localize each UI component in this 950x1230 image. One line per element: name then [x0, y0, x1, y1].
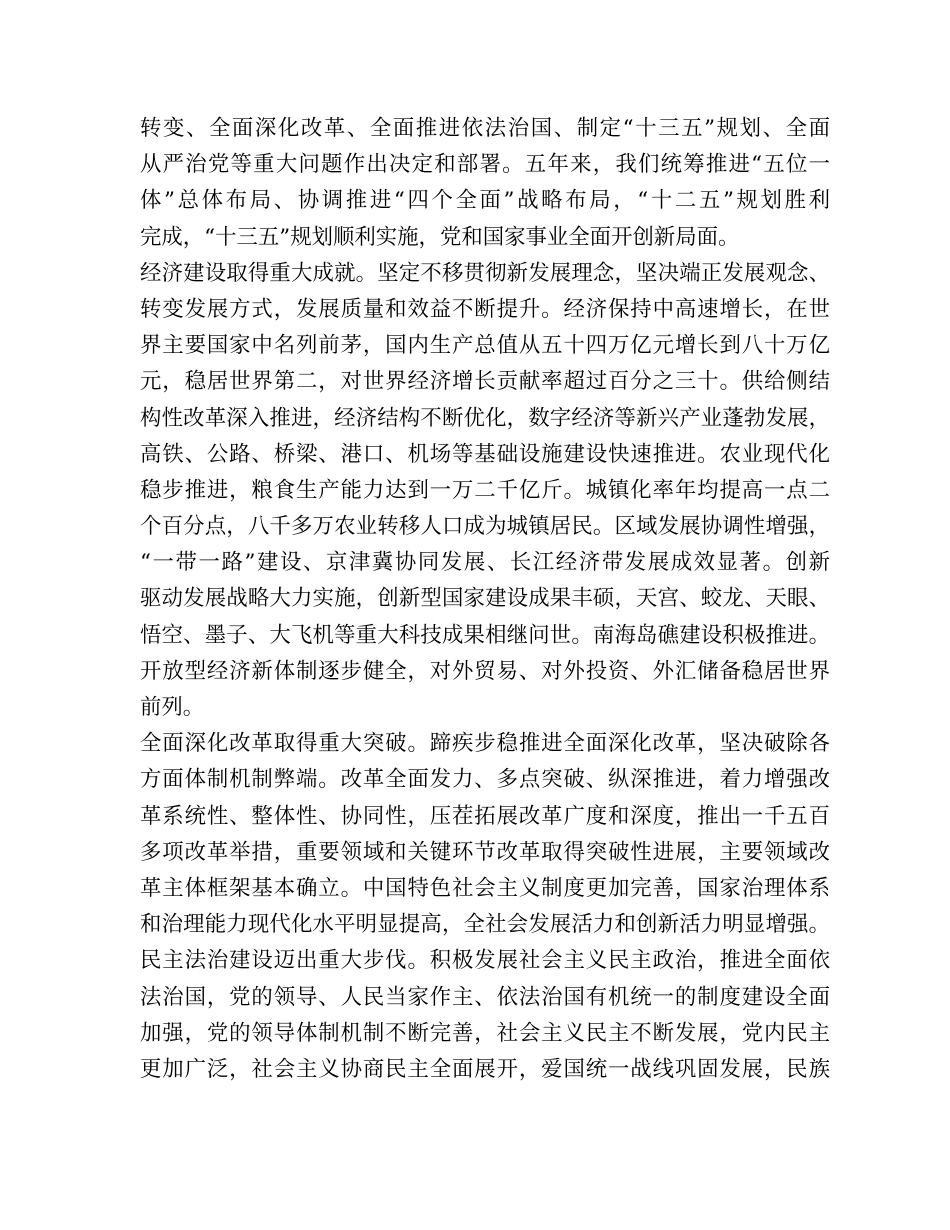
text-line: 方面体制机制弊端。改革全面发力、多点突破、纵深推进，着力增强改: [140, 767, 830, 793]
text-line: 完成，“十三五”规划顺利实施，党和国家事业全面开创新局面。: [140, 224, 740, 250]
text-line: 法治国，党的领导、人民当家作主、依法治国有机统一的制度建设全面: [140, 984, 830, 1010]
text-line: 转变、全面深化改革、全面推进依法治国、制定“十三五”规划、全面: [140, 116, 830, 141]
text-line: 高铁、公路、桥梁、港口、机场等基础设施建设快速推进。农业现代化: [140, 441, 830, 467]
text-line: 稳步推进，粮食生产能力达到一万二千亿斤。城镇化率年均提高一点二: [140, 477, 830, 503]
text-line: 转变发展方式，发展质量和效益不断提升。经济保持中高速增长，在世: [140, 296, 830, 322]
text-line: 和治理能力现代化水平明显提高，全社会发展活力和创新活力明显增强。: [140, 912, 830, 938]
text-line: 体”总体布局、协调推进“四个全面”战略布局，“十二五”规划胜利: [140, 188, 830, 214]
text-line: 开放型经济新体制逐步健全，对外贸易、对外投资、外汇储备稳居世界: [140, 658, 830, 684]
text-line: 悟空、墨子、大飞机等重大科技成果相继问世。南海岛礁建设积极推进。: [140, 622, 830, 648]
text-line: 个百分点，八千多万农业转移人口成为城镇居民。区域发展协调性增强，: [140, 514, 830, 540]
text-line: 多项改革举措，重要领域和关键环节改革取得突破性进展，主要领域改: [140, 839, 830, 865]
text-line: 全面深化改革取得重大突破。蹄疾步稳推进全面深化改革，坚决破除各: [140, 731, 830, 757]
text-line: 民主法治建设迈出重大步伐。积极发展社会主义民主政治，推进全面依: [140, 948, 830, 974]
text-line: 经济建设取得重大成就。坚定不移贯彻新发展理念，坚决端正发展观念、: [140, 260, 830, 286]
text-line: 界主要国家中名列前茅，国内生产总值从五十四万亿元增长到八十万亿: [140, 333, 830, 359]
text-line: 从严治党等重大问题作出决定和部署。五年来，我们统筹推进“五位一: [140, 152, 830, 178]
text-line: 驱动发展战略大力实施，创新型国家建设成果丰硕，天宫、蛟龙、天眼、: [140, 586, 830, 612]
document-body: [140, 111, 830, 1088]
text-line: 元，稳居世界第二，对世界经济增长贡献率超过百分之三十。供给侧结: [140, 369, 830, 395]
text-line: “一带一路”建设、京津冀协同发展、长江经济带发展成效显著。创新: [140, 550, 830, 576]
text-line: 构性改革深入推进，经济结构不断优化，数字经济等新兴产业蓬勃发展，: [140, 405, 830, 431]
text-line: 革主体框架基本确立。中国特色社会主义制度更加完善，国家治理体系: [140, 875, 830, 901]
text-line: 加强，党的领导体制机制不断完善，社会主义民主不断发展，党内民主: [140, 1020, 830, 1046]
text-line: 前列。: [140, 695, 205, 720]
text-line: 更加广泛，社会主义协商民主全面展开，爱国统一战线巩固发展，民族: [140, 1056, 830, 1082]
text-line: 革系统性、整体性、协同性，压茬拓展改革广度和深度，推出一千五百: [140, 803, 830, 829]
